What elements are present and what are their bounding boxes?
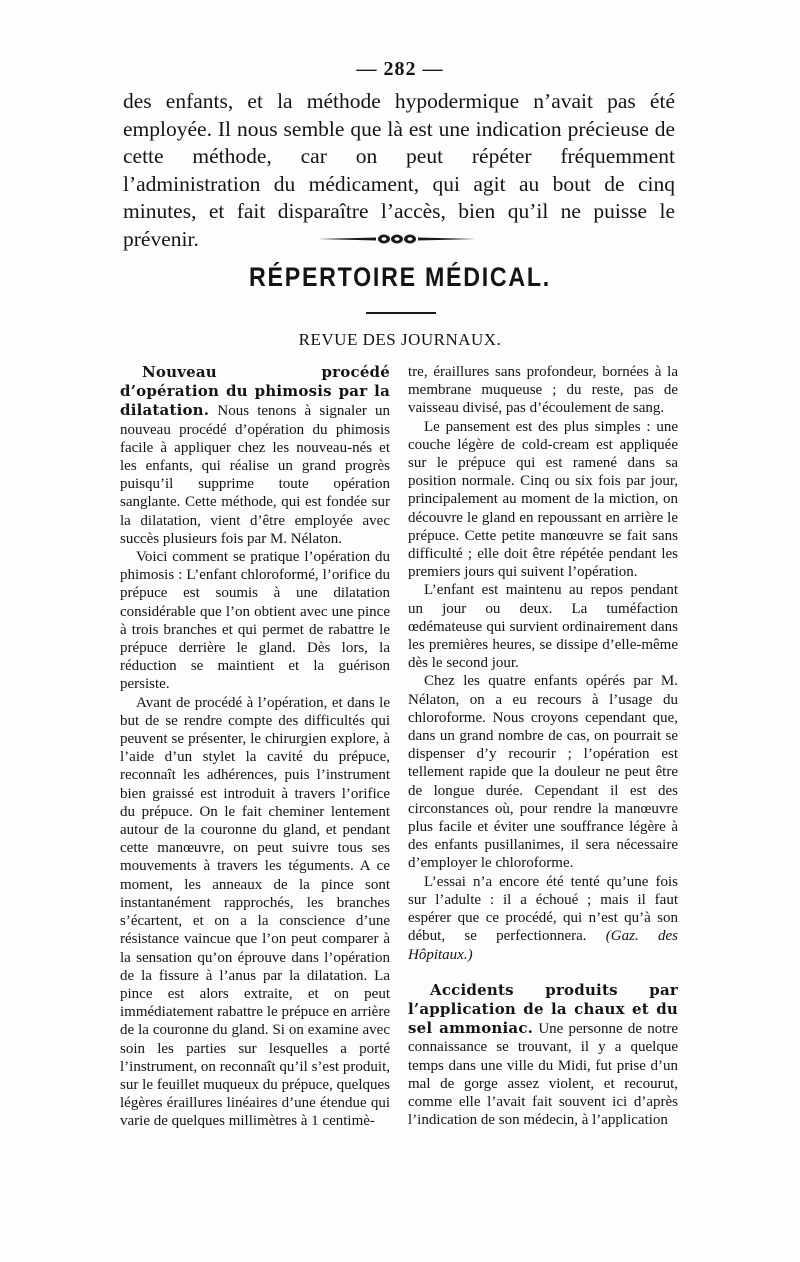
right-column [408, 363, 678, 1129]
article-1-title: Nouveau procédé d’opération du phimosis par la dilatation. [120, 363, 390, 420]
title-rule [366, 312, 436, 314]
article-1-paragraph-3: Avant de procédé à l’opération, et dans le but de se rendre compte des difficultés qui peuvent se présenter, le chirurgien explore, à l’aide d’un stylet la cavité du prépuce, reconnaît les adhérences, puis l’instrument bien graissé est introduit à travers l’orifice du prépuce. On le fait cheminer lentement autour de la couronne du gland, et pendant cette manœuvre, on peut suivre tous ses mouvements à travers les téguments. A ce moment, les anneaux de la pince sont instantanément rapprochés, les branches s’écartent, et on a la conscience d’une résistance vaincue que l’on peut comparer à la sensation qu’on éprouve dans l’opération de la fissure à l’anus par la dilatation. La pince est alors extraite, et on peut immédiatement rabattre le prépuce en arrière de la couronne du gland. Si on examine avec soin les parties sur lesquelles a porté l’instrument, on reconnaît qu’il s’est produit, sur le feuillet muqueux du prépuce, quelques légères éraillures linéaires d’une étendue qui varie de quelques millimètres à 1 centimè- [120, 694, 390, 1130]
article-1-paragraph-6: Chez les quatre enfants opérés par M. Nélaton, on a eu recours à l’usage du chloroforme. Nous croyons cependant que, dans un grand nombre de cas, on pourrait se dispenser d’y recourir ; l’opération est tellement rapide que la douleur ne peut être de longue durée. Cependant il est des circonstances où, pour rendre la manœuvre plus facile et éviter une souffrance légère à des enfants pusillanimes, il sera nécessaire d’employer le chloroforme. [408, 673, 678, 872]
article-1-paragraph-4: Le pansement est des plus simples : une couche légère de cold-cream est appliquée sur le prépuce qui est ramené dans sa position normale. Cinq ou six fois par jour, principalement au moment de la miction, on découvre le gland en repoussant en arrière le prépuce. Cette petite manœuvre se fait sans difficulté ; elle doit être répétée pendant les premiers jours qui suivent l’opération. [408, 418, 678, 581]
subsection-title: REVUE DES JOURNAUX. [298, 330, 502, 349]
article-1-paragraph-1: Nous tenons à signaler un nouveau procédé d’opération du phimosis facile à appliquer chez les nouveau-nés et les enfants, qui réalise un grand progrès puisqu’il supprime toute opération sanglante. Cette méthode, qui est fondée sur la dilatation, vient d’être employée avec succès plusieurs fois par M. Nélaton. [120, 403, 391, 547]
intro-paragraph: des enfants, et la méthode hypodermique n’avait pas été employée. Il nous semble que là est une indication précieuse de cette méthode, car on peut répéter fréquemment l’administration du médicament, qui agit au bout de cinq minutes, et fait disparaître l’accès, bien qu’il ne puisse le prévenir. [123, 89, 675, 251]
article-1-paragraph-7-text: L’essai n’a encore été tenté qu’une fois sur l’adulte : il a échoué ; mais il faut espérer que ce procédé, qui n’est qu’à son début, se perfectionnera. [408, 873, 678, 945]
ornament-divider-icon [318, 232, 476, 246]
article-1-paragraph-5: L’enfant est maintenu au repos pendant un jour ou deux. La tuméfaction œdémateuse qui survient ordinairement dans les premières heures, se dissipe d’elle-même dès le second jour. [408, 582, 678, 672]
article-1-source: (Gaz. des Hôpitaux.) [408, 928, 678, 963]
left-column [120, 363, 390, 1131]
article-2-intro [408, 981, 678, 1130]
article-1-paragraph-2: Voici comment se pratique l’opération du phimosis : L’enfant chloroformé, l’orifice du prépuce est soumis à une dilatation considérable que l’on obtient avec une pince à trois branches et qui permet de rabattre le prépuce derrière le gland. Dès lors, la réduction se maintient et la guérison persiste. [120, 549, 390, 693]
section-title: RÉPERTOIRE MÉDICAL. [249, 262, 551, 292]
article-2-title: Accidents produits par l’application de la chaux et du sel ammoniac. [408, 980, 678, 1038]
article-1-intro [120, 363, 390, 548]
article-1-paragraph-3-continued: tre, éraillures sans profondeur, bornées à la membrane muqueuse ; du reste, pas de vaisseau divisé, pas d’écoulement de sang. [408, 364, 678, 417]
page-number: — 282 — [356, 58, 444, 80]
article-1-paragraph-7 [408, 873, 678, 964]
article-2-paragraph-1: Une personne de notre connaissance se trouvant, il y a quelque temps dans une ville du Midi, fut prise d’un mal de gorge assez violent, et recourut, comme elle l’avait fait souvent ici d’après l’indication de son médecin, à l’application [408, 1021, 679, 1129]
